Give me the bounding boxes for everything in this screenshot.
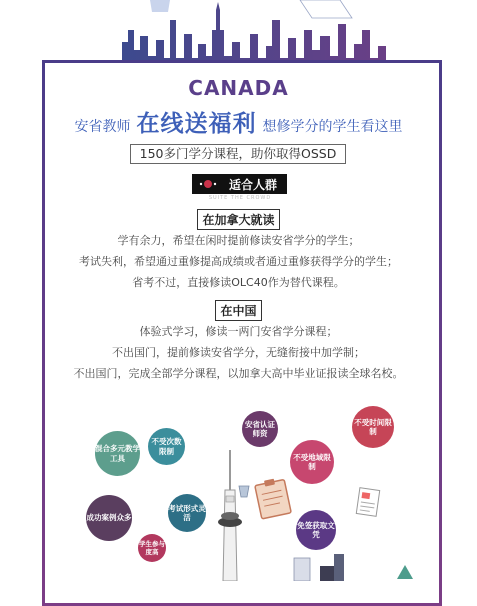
- subtitle-box: 150多门学分课程，助你取得OSSD: [130, 144, 346, 164]
- bubble-unlimited-time: 不受时间限制: [352, 406, 394, 448]
- section-canada-line: 省考不过，直接修读OLC40作为替代课程。: [132, 276, 345, 289]
- bubble-visa-free-diploma: 免签获取文凭: [296, 510, 336, 550]
- clipboard-illustration: [252, 478, 296, 520]
- badge-dots-icon: [198, 179, 228, 189]
- headline: [0, 105, 477, 138]
- badge-subtext: SUITE THE CROWD: [208, 195, 272, 201]
- cup-illustration: [237, 482, 251, 498]
- section-canada: [0, 209, 477, 230]
- section-canada-line: 学有余力，希望在闲时提前修读安省学分的学生；: [117, 234, 360, 247]
- bubble-unlimited-region: 不受地域限制: [290, 440, 334, 484]
- cn-tower-illustration: [205, 450, 255, 581]
- headline-main: 在线送福利: [136, 111, 257, 137]
- badge-label: 适合人群: [228, 178, 277, 192]
- section-china-line: 不出国门，完成全部学分课程，以加拿大高中毕业证报读全球名校。: [73, 367, 404, 380]
- headline-left: 安省教师: [74, 119, 131, 135]
- buildings-illustration: [290, 550, 360, 581]
- section-china: [0, 300, 477, 321]
- section-china-line: 体验式学习，修读一两门安省学分课程；: [139, 325, 338, 338]
- section-china-line: 不出国门，提前修读安省学分，无缝衔接中加学制；: [112, 346, 365, 359]
- bubble-mixed-teaching-tools: 混合多元教学工具: [95, 431, 140, 476]
- bubble-student-engagement: 学生参与度高: [138, 534, 166, 562]
- section-canada-line: 考试失利，希望通过重修提高成绩或者通过重修获得学分的学生；: [79, 255, 398, 268]
- headline-right: 想修学分的学生看这里: [262, 119, 403, 135]
- bubble-certified-teachers: 安省认证师资: [242, 411, 278, 447]
- bubble-success-cases: 成功案例众多: [86, 495, 132, 541]
- section-canada-heading: 在加拿大就读: [197, 209, 279, 230]
- tree-illustration: [395, 565, 415, 581]
- target-audience-badge: [192, 174, 287, 194]
- section-china-heading: 在中国: [215, 300, 261, 321]
- bubble-unlimited-times: 不受次数限制: [148, 428, 185, 465]
- bubble-flexible-exams: 考试形式灵活: [168, 494, 206, 532]
- brand-title: CANADA: [188, 76, 289, 100]
- document-illustration: [355, 487, 381, 517]
